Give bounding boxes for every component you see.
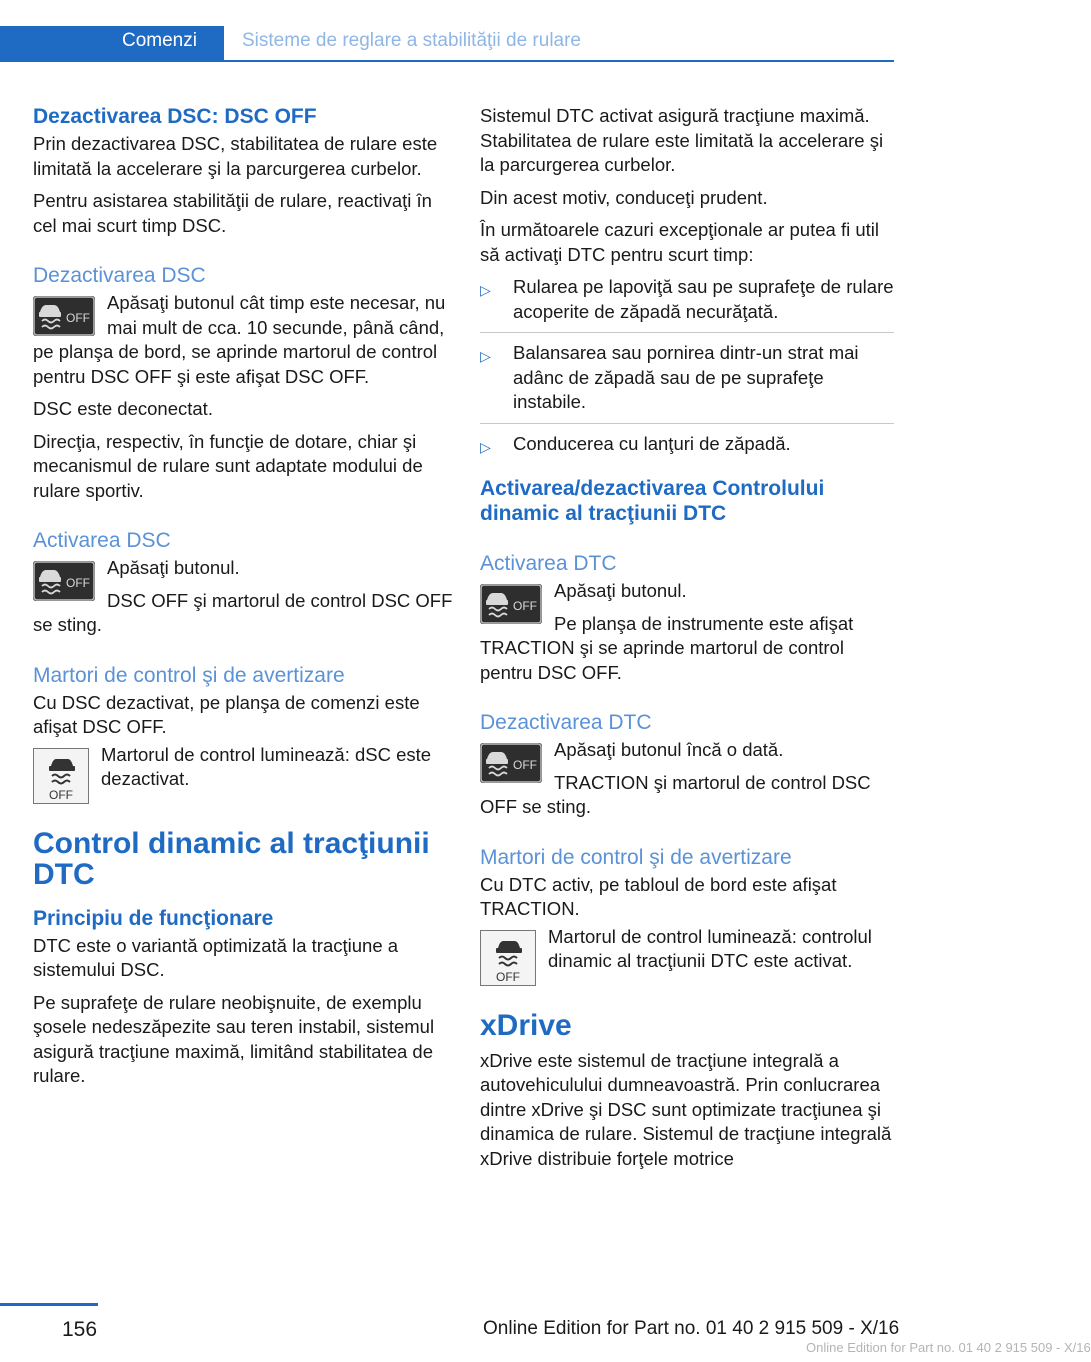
indicator-block <box>33 743 453 802</box>
heading-warning-lights: Martori de control şi de avertizare <box>480 845 792 869</box>
dsc-off-indicator-icon <box>33 748 89 804</box>
svg-text:OFF: OFF <box>49 787 73 802</box>
dsc-off-button-icon <box>33 561 95 601</box>
heading-dtc-on-off: Activarea/dezactivarea Controlului dinamic al tracţiunii DTC <box>480 477 825 525</box>
chapter-title[interactable]: Sisteme de reglare a stabilităţii de rulare <box>242 30 582 51</box>
paragraph: Pe planşa de instrumente este afişat TRACTION şi se aprinde martorul de control pentru DSC OFF. <box>480 612 854 683</box>
svg-text:OFF: OFF <box>513 758 537 772</box>
paragraph: DSC este deconectat. <box>33 398 213 419</box>
indicator-block <box>480 925 894 984</box>
heading-xdrive: xDrive <box>480 1008 572 1042</box>
paragraph: Apăsaţi butonul încă o dată. <box>554 739 784 760</box>
header-rule <box>224 60 894 62</box>
triangle-bullet-icon: ▷ <box>480 282 491 298</box>
paragraph: Din acest motiv, conduceţi prudent. <box>480 186 768 208</box>
list-item: ▷ Rularea pe lapoviţă sau pe suprafeţe de rulare acoperite de zăpadă necurăţată. <box>480 275 894 333</box>
list-item: ▷ Balansarea sau pornirea dintr-un strat mai adânc de zăpadă sau de pe suprafeţe instabile. <box>480 341 894 424</box>
paragraph: Direcţia, respectiv, în funcţie de dotare, chiar şi mecanismul de rulare sunt adaptate modului de rulare sportiv. <box>33 430 423 501</box>
svg-text:OFF: OFF <box>513 599 537 613</box>
paragraph: Apăsaţi butonul. <box>107 557 240 578</box>
watermark: Online Edition for Part no. 01 40 2 915 509 - X/16 <box>806 1340 1091 1355</box>
paragraph: DTC este o variantă optimizată la tracţiune a sistemului DSC. <box>33 934 399 980</box>
right-column <box>480 104 894 1171</box>
heading-warning-lights: Martori de control şi de avertizare <box>33 663 345 687</box>
paragraph: xDrive este sistemul de tracţiune integrală a autovehiculului dumneavoastră. Prin conlucrarea dintre xDrive şi DSC sunt optimizate tracţiunea şi dinamica de rulare. Sistemul de tracţiune integrală xDrive distribuie forţele motrice <box>480 1049 892 1169</box>
heading-dsc-off: Dezactivarea DSC: DSC OFF <box>33 105 317 128</box>
paragraph: Cu DTC activ, pe tabloul de bord este afişat TRACTION. <box>480 873 837 919</box>
paragraph: Prin dezactivarea DSC, stabilitatea de rulare este limitată la accelerare şi la parcurgerea curbelor. <box>33 133 438 179</box>
heading-activate-dsc: Activarea DSC <box>33 529 171 552</box>
dsc-off-button-icon <box>480 743 542 783</box>
paragraph: În următoarele cazuri excepţionale ar putea fi util să activaţi DTC pentru scurt timp: <box>480 219 879 265</box>
page-number: 156 <box>62 1318 98 1341</box>
deactivate-dsc-block <box>33 291 453 389</box>
edition-note: Online Edition for Part no. 01 40 2 915 509 - X/16 <box>483 1318 900 1339</box>
bullet-list <box>480 275 894 464</box>
dsc-off-indicator-icon <box>480 930 536 986</box>
heading-dtc: Control dinamic al tracţiunii DTC <box>33 826 430 891</box>
running-header <box>0 26 894 62</box>
paragraph: Martorul de control luminează: controlul dinamic al tracţiunii DTC este activat. <box>548 925 872 971</box>
paragraph: Apăsaţi butonul. <box>554 580 687 601</box>
heading-principle: Principiu de funcţionare <box>33 906 274 930</box>
paragraph: Martorul de control luminează: dSC este dezactivat. <box>101 743 432 789</box>
paragraph: Apăsaţi butonul cât timp este necesar, nu mai mult de cca. 10 secunde, până când, pe planşa de bord, se aprinde martorul de control pentru DSC OFF şi este afişat DSC OFF. <box>33 292 446 387</box>
paragraph: DSC OFF şi martorul de control DSC OFF se sting. <box>33 589 453 635</box>
triangle-bullet-icon: ▷ <box>480 438 491 455</box>
activate-dsc-block <box>33 556 453 638</box>
triangle-bullet-icon: ▷ <box>480 348 491 364</box>
paragraph: Cu DSC dezactivat, pe planşa de comenzi este afişat DSC OFF. <box>33 691 420 737</box>
section-tab[interactable]: Comenzi <box>0 26 224 62</box>
paragraph: Pe suprafeţe de rulare neobişnuite, de exemplu şosele nedeszăpezite sau teren instabil, sistemul asigură tracţiune maximă, limitând stabilitatea de rulare. <box>33 991 435 1086</box>
dsc-off-button-icon <box>480 584 542 624</box>
activate-dtc-block <box>480 579 894 685</box>
paragraph: TRACTION şi martorul de control DSC OFF se sting. <box>480 771 871 817</box>
heading-deactivate-dtc: Dezactivarea DTC <box>480 711 652 734</box>
svg-text:OFF: OFF <box>496 969 520 984</box>
svg-text:OFF: OFF <box>66 576 90 590</box>
svg-text:OFF: OFF <box>66 311 90 325</box>
left-column <box>33 104 453 1089</box>
footer-rule <box>0 1303 98 1306</box>
list-item: ▷ Conducerea cu lanţuri de zăpadă. <box>480 432 894 465</box>
deactivate-dtc-block <box>480 738 894 820</box>
dsc-off-button-icon <box>33 296 95 336</box>
paragraph: Sistemul DTC activat asigură tracţiune maximă. Stabilitatea de rulare este limitată la accelerare şi la parcurgerea curbelor. <box>480 105 884 175</box>
heading-activate-dtc: Activarea DTC <box>480 552 617 575</box>
paragraph: Pentru asistarea stabilităţii de rulare, reactivaţi în cel mai scurt timp DSC. <box>33 190 432 236</box>
heading-deactivate-dsc: Dezactivarea DSC <box>33 264 206 287</box>
